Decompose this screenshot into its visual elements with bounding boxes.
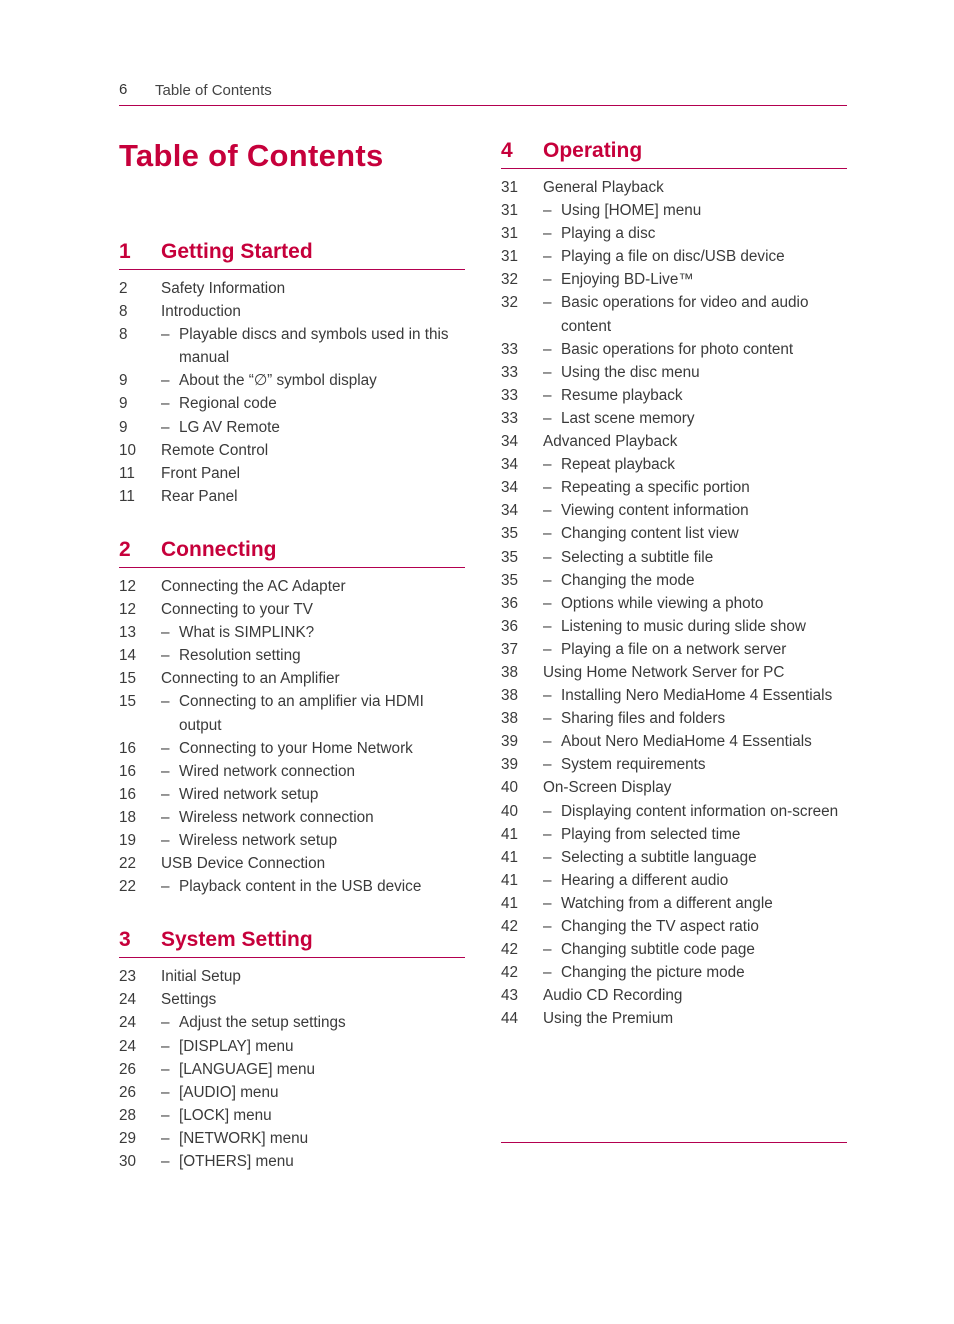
entry-text: [LOCK] menu [179, 1106, 272, 1124]
entry-page-number: 10 [119, 441, 137, 459]
entry-page-number: 34 [501, 433, 519, 451]
entry-page-number: 40 [501, 779, 519, 797]
section-title[interactable]: Connecting [161, 537, 277, 561]
entry-page-number: 9 [119, 372, 128, 390]
toc-entry[interactable] [119, 1011, 465, 1034]
sub-entry-dash: – [543, 964, 552, 982]
toc-entry[interactable] [501, 199, 847, 222]
sub-entry-dash: – [543, 941, 552, 959]
toc-entry[interactable] [119, 300, 465, 323]
entry-text: General Playback [543, 179, 664, 196]
sub-entry-dash: – [543, 271, 552, 289]
sub-entry-dash: – [543, 502, 552, 520]
sub-entry-dash: – [543, 248, 552, 266]
sub-entry-dash: – [543, 456, 552, 474]
entry-text: Selecting a subtitle file [561, 548, 714, 566]
page-number: 6 [119, 81, 128, 98]
entry-text: Using Home Network Server for PC [543, 663, 785, 681]
entry-page-number: 42 [501, 941, 519, 959]
entry-text: Using [HOME] menu [561, 202, 702, 220]
entry-page-number: 31 [501, 179, 519, 196]
entry-text: Watching from a different angle [561, 894, 773, 912]
entry-page-number: 42 [501, 918, 519, 935]
entry-page-number: 32 [501, 271, 519, 289]
sub-entry-dash: – [161, 831, 170, 849]
section-title[interactable]: Operating [543, 139, 643, 162]
entry-page-number: 39 [501, 733, 519, 751]
entry-text: Installing Nero MediaHome 4 Essentials [561, 687, 833, 705]
entry-page-number: 19 [119, 831, 137, 849]
toc-entry[interactable] [119, 965, 465, 988]
toc-entry[interactable] [501, 430, 847, 453]
sub-entry-dash: – [543, 710, 552, 728]
sub-entry-dash: – [543, 918, 552, 935]
entry-text: Resume playback [561, 386, 683, 404]
toc-entry[interactable] [501, 522, 847, 545]
sub-entry-dash: – [161, 1083, 170, 1101]
entry-text: Wired network connection [179, 762, 355, 780]
toc-section [119, 238, 465, 508]
sub-entry-dash: – [161, 785, 170, 803]
toc-entry[interactable] [119, 875, 465, 898]
toc-entry[interactable] [119, 416, 465, 439]
entry-text: Connecting the AC Adapter [161, 577, 346, 595]
toc-entry[interactable] [501, 800, 847, 823]
entry-text: Changing content list view [561, 525, 739, 543]
toc-entry[interactable] [501, 291, 847, 337]
toc-entry[interactable] [119, 575, 465, 598]
entry-text: Front Panel [161, 464, 241, 482]
entry-text: Adjust the setup settings [179, 1014, 346, 1032]
entry-page-number: 41 [501, 825, 519, 843]
toc-section [501, 137, 847, 1030]
section-heading [501, 137, 847, 169]
entry-page-number: 24 [119, 991, 137, 1009]
entry-page-number: 33 [501, 386, 519, 404]
sub-entry-dash: – [543, 802, 552, 820]
toc-entry[interactable] [119, 1127, 465, 1150]
sub-entry-dash: – [543, 202, 552, 220]
toc-entry[interactable] [501, 384, 847, 407]
toc-entry[interactable] [501, 615, 847, 638]
entry-page-number: 40 [501, 802, 519, 820]
entry-page-number: 16 [119, 739, 137, 757]
entry-text: Options while viewing a photo [561, 594, 764, 612]
entry-text: Playing a disc [561, 225, 656, 243]
toc-entry[interactable] [119, 277, 465, 300]
sub-entry-dash: – [543, 848, 552, 866]
entry-text: Connecting to your Home Network [179, 739, 413, 757]
entry-text: System requirements [561, 756, 706, 774]
toc-entry[interactable] [119, 667, 465, 690]
toc-entry[interactable] [501, 592, 847, 615]
entry-text: Listening to music during slide show [561, 617, 806, 635]
toc-entry[interactable] [501, 823, 847, 846]
toc-entry[interactable] [119, 1081, 465, 1104]
entry-text: Selecting a subtitle language [561, 848, 757, 866]
bottom-divider [501, 1142, 847, 1143]
sub-entry-dash: – [543, 363, 552, 381]
toc-entry[interactable] [501, 569, 847, 592]
sub-entry-dash: – [543, 871, 552, 889]
toc-entry[interactable] [119, 690, 465, 736]
entry-page-number: 11 [119, 487, 135, 505]
entry-page-number: 9 [119, 395, 128, 413]
sub-entry-dash: – [161, 624, 170, 642]
sub-entry-dash: – [161, 395, 170, 413]
entry-page-number: 8 [119, 326, 128, 344]
entry-text: About Nero MediaHome 4 Essentials [561, 733, 812, 751]
section-number: 4 [501, 139, 513, 162]
toc-entry[interactable] [119, 598, 465, 621]
toc-entry[interactable] [119, 439, 465, 462]
entry-page-number: 35 [501, 571, 519, 589]
toc-entry[interactable] [501, 684, 847, 707]
toc-entry[interactable] [501, 707, 847, 730]
sub-entry-dash: – [161, 418, 170, 436]
entry-page-number: 32 [501, 294, 519, 312]
sub-entry-dash: – [161, 1060, 170, 1078]
entry-page-number: 35 [501, 548, 519, 566]
entry-page-number: 9 [119, 418, 128, 436]
entry-page-number: 44 [501, 1010, 519, 1028]
entry-text: Repeating a specific portion [561, 479, 750, 497]
sub-entry-dash: – [161, 693, 170, 711]
header-title: Table of Contents [155, 82, 272, 99]
entry-page-number: 22 [119, 878, 137, 896]
entry-page-number: 31 [501, 225, 519, 243]
entry-text: Remote Control [161, 441, 269, 459]
entry-text: Wireless network setup [179, 831, 338, 849]
section-heading [119, 536, 465, 568]
entry-page-number: 41 [501, 894, 519, 912]
entry-text: Regional code [179, 395, 277, 413]
sub-entry-dash: – [161, 1037, 170, 1055]
entry-text: Connecting to your TV [161, 601, 313, 619]
section-heading [119, 238, 465, 270]
entry-page-number: 42 [501, 964, 519, 982]
toc-entry[interactable] [501, 892, 847, 915]
entry-text: [OTHERS] menu [179, 1153, 294, 1170]
entry-page-number: 38 [501, 687, 519, 705]
toc-entry[interactable] [501, 453, 847, 476]
entry-text: Resolution setting [179, 647, 301, 665]
entry-page-number: 37 [501, 640, 519, 658]
entry-page-number: 16 [119, 762, 137, 780]
toc-entry[interactable] [119, 644, 465, 667]
toc-entry[interactable] [501, 546, 847, 569]
entry-page-number: 22 [119, 855, 137, 873]
sub-entry-dash: – [543, 525, 552, 543]
sub-entry-dash: – [543, 571, 552, 589]
page-title: Table of Contents [119, 138, 384, 173]
entry-text: Wired network setup [179, 785, 319, 803]
toc-entry[interactable] [501, 268, 847, 291]
entry-text: [DISPLAY] menu [179, 1037, 294, 1055]
toc-column-left [119, 238, 465, 1201]
entry-text: Introduction [161, 303, 241, 321]
toc-entry[interactable] [501, 638, 847, 661]
entry-page-number: 41 [501, 871, 519, 889]
toc-entry[interactable] [119, 1058, 465, 1081]
toc-entry[interactable] [501, 407, 847, 430]
sub-entry-dash: – [543, 340, 552, 358]
toc-entry[interactable] [501, 338, 847, 361]
entry-text: Using the disc menu [561, 363, 700, 381]
entry-text: Enjoying BD-Live™ [561, 271, 694, 289]
entry-page-number: 34 [501, 456, 519, 474]
toc-entry[interactable] [119, 323, 465, 369]
toc-entry[interactable] [501, 661, 847, 684]
toc-entry[interactable] [501, 846, 847, 869]
toc-entry[interactable] [501, 915, 847, 938]
toc-entry[interactable] [119, 852, 465, 875]
entry-page-number: 33 [501, 340, 519, 358]
entry-text: [AUDIO] menu [179, 1083, 279, 1101]
entry-page-number: 38 [501, 663, 519, 681]
entry-page-number: 18 [119, 808, 137, 826]
sub-entry-dash: – [161, 808, 170, 826]
toc-entry[interactable] [119, 783, 465, 806]
sub-entry-dash: – [161, 739, 170, 757]
section-number: 1 [119, 240, 131, 263]
sub-entry-dash: – [161, 878, 170, 896]
toc-entry[interactable] [501, 938, 847, 961]
entry-text: Sharing files and folders [561, 710, 726, 728]
sub-entry-dash: – [161, 762, 170, 780]
toc-section [119, 926, 465, 1173]
entry-page-number: 31 [501, 202, 519, 220]
entry-page-number: 31 [501, 248, 519, 266]
entry-page-number: 39 [501, 756, 519, 774]
entry-page-number: 12 [119, 577, 137, 595]
entry-text: Playback content in the USB device [179, 878, 422, 896]
entry-text: Changing the TV aspect ratio [561, 918, 759, 935]
entry-text: Last scene memory [561, 409, 695, 427]
toc-entry[interactable] [119, 621, 465, 644]
entry-text: Playing from selected time [561, 825, 741, 843]
toc-entry[interactable] [119, 462, 465, 485]
toc-entry[interactable] [119, 988, 465, 1011]
entry-text: Settings [161, 991, 217, 1009]
toc-entry[interactable] [501, 869, 847, 892]
toc-entry[interactable] [501, 476, 847, 499]
entry-page-number: 33 [501, 409, 519, 427]
entry-page-number: 35 [501, 525, 519, 543]
section-number: 2 [119, 537, 131, 561]
entry-page-number: 12 [119, 601, 137, 619]
toc-entry[interactable] [119, 485, 465, 508]
entry-text: Initial Setup [161, 968, 241, 986]
entry-page-number: 8 [119, 303, 128, 321]
sub-entry-dash: – [543, 548, 552, 566]
entry-page-number: 33 [501, 363, 519, 381]
entry-text: LG AV Remote [179, 418, 280, 436]
sub-entry-dash: – [543, 386, 552, 404]
section-title[interactable]: Getting Started [161, 240, 313, 263]
entry-page-number: 34 [501, 479, 519, 497]
entry-page-number: 15 [119, 670, 137, 688]
entry-text: Viewing content information [561, 502, 749, 520]
toc-entry[interactable] [501, 776, 847, 799]
entry-page-number: 24 [119, 1037, 137, 1055]
sub-entry-dash: – [161, 1129, 170, 1147]
sub-entry-dash: – [543, 756, 552, 774]
entry-page-number: 30 [119, 1153, 137, 1170]
entry-text: Changing the picture mode [561, 964, 745, 982]
toc-entry[interactable] [119, 829, 465, 852]
sub-entry-dash: – [543, 294, 552, 312]
toc-entry[interactable] [119, 1104, 465, 1127]
toc-entry[interactable] [501, 245, 847, 268]
entry-page-number: 26 [119, 1083, 137, 1101]
entry-text: Connecting to an amplifier via HDMI output [179, 693, 424, 734]
entry-text: Rear Panel [161, 487, 238, 505]
sub-entry-dash: – [543, 409, 552, 427]
entry-text: Repeat playback [561, 456, 675, 474]
toc-entry[interactable] [501, 222, 847, 245]
toc-entry[interactable] [119, 1150, 465, 1173]
sub-entry-dash: – [543, 617, 552, 635]
toc-entry[interactable] [119, 760, 465, 783]
toc-entry[interactable] [119, 737, 465, 760]
page-header [119, 80, 847, 106]
sub-entry-dash: – [161, 1014, 170, 1032]
entry-page-number: 36 [501, 617, 519, 635]
entry-text: Changing the mode [561, 571, 695, 589]
entry-text: [LANGUAGE] menu [179, 1060, 316, 1078]
toc-column-right [501, 137, 847, 1058]
entry-page-number: 28 [119, 1106, 137, 1124]
toc-section [119, 536, 465, 898]
sub-entry-dash: – [161, 326, 170, 344]
toc-entry[interactable] [119, 369, 465, 392]
entry-text: Basic operations for photo content [561, 340, 794, 358]
entry-text: On-Screen Display [543, 779, 672, 797]
toc-entry[interactable] [501, 176, 847, 199]
toc-entry[interactable] [501, 1007, 847, 1030]
entry-page-number: 41 [501, 848, 519, 866]
entry-text: Playable discs and symbols used in this manual [179, 326, 449, 367]
entry-page-number: 36 [501, 594, 519, 612]
entry-page-number: 13 [119, 624, 137, 642]
entry-page-number: 23 [119, 968, 137, 986]
toc-entry[interactable] [501, 961, 847, 984]
toc-entry[interactable] [119, 392, 465, 415]
toc-entry[interactable] [501, 730, 847, 753]
entry-text: Playing a file on disc/USB device [561, 248, 785, 266]
entry-page-number: 38 [501, 710, 519, 728]
entry-text: Audio CD Recording [543, 987, 683, 1005]
entry-text: Basic operations for video and audio content [561, 294, 809, 335]
section-number: 3 [119, 928, 131, 952]
entry-text: Wireless network connection [179, 808, 374, 826]
entry-page-number: 34 [501, 502, 519, 520]
sub-entry-dash: – [543, 479, 552, 497]
sub-entry-dash: – [543, 225, 552, 243]
entry-text: Hearing a different audio [561, 871, 729, 889]
entry-page-number: 24 [119, 1014, 137, 1032]
entry-page-number: 2 [119, 280, 128, 297]
entry-text: Displaying content information on-screen [561, 802, 839, 820]
sub-entry-dash: – [543, 733, 552, 751]
sub-entry-dash: – [543, 640, 552, 658]
sub-entry-dash: – [161, 647, 170, 665]
sub-entry-dash: – [161, 1106, 170, 1124]
section-heading [119, 926, 465, 958]
sub-entry-dash: – [161, 1153, 170, 1170]
entry-text: Safety Information [161, 280, 286, 297]
toc-entry[interactable] [501, 361, 847, 384]
entry-text: [NETWORK] menu [179, 1129, 309, 1147]
toc-entry[interactable] [119, 806, 465, 829]
entry-text: Connecting to an Amplifier [161, 670, 340, 688]
entry-page-number: 16 [119, 785, 137, 803]
entry-page-number: 14 [119, 647, 137, 665]
toc-entry[interactable] [501, 753, 847, 776]
entry-text: Changing subtitle code page [561, 941, 755, 959]
sub-entry-dash: – [161, 372, 170, 390]
entry-text: About the “∅” symbol display [179, 372, 377, 390]
sub-entry-dash: – [543, 825, 552, 843]
entry-page-number: 15 [119, 693, 137, 711]
sub-entry-dash: – [543, 594, 552, 612]
entry-text: Using the Premium [543, 1010, 674, 1028]
sub-entry-dash: – [543, 894, 552, 912]
toc-entry[interactable] [119, 1035, 465, 1058]
entry-text: Playing a file on a network server [561, 640, 787, 658]
entry-page-number: 43 [501, 987, 519, 1005]
entry-page-number: 26 [119, 1060, 137, 1078]
sub-entry-dash: – [543, 687, 552, 705]
entry-page-number: 11 [119, 464, 135, 482]
toc-entry[interactable] [501, 499, 847, 522]
toc-entry[interactable] [501, 984, 847, 1007]
section-title[interactable]: System Setting [161, 928, 313, 952]
entry-text: What is SIMPLINK? [179, 624, 315, 642]
entry-page-number: 29 [119, 1129, 137, 1147]
entry-text: Advanced Playback [543, 433, 678, 451]
entry-text: USB Device Connection [161, 855, 326, 873]
